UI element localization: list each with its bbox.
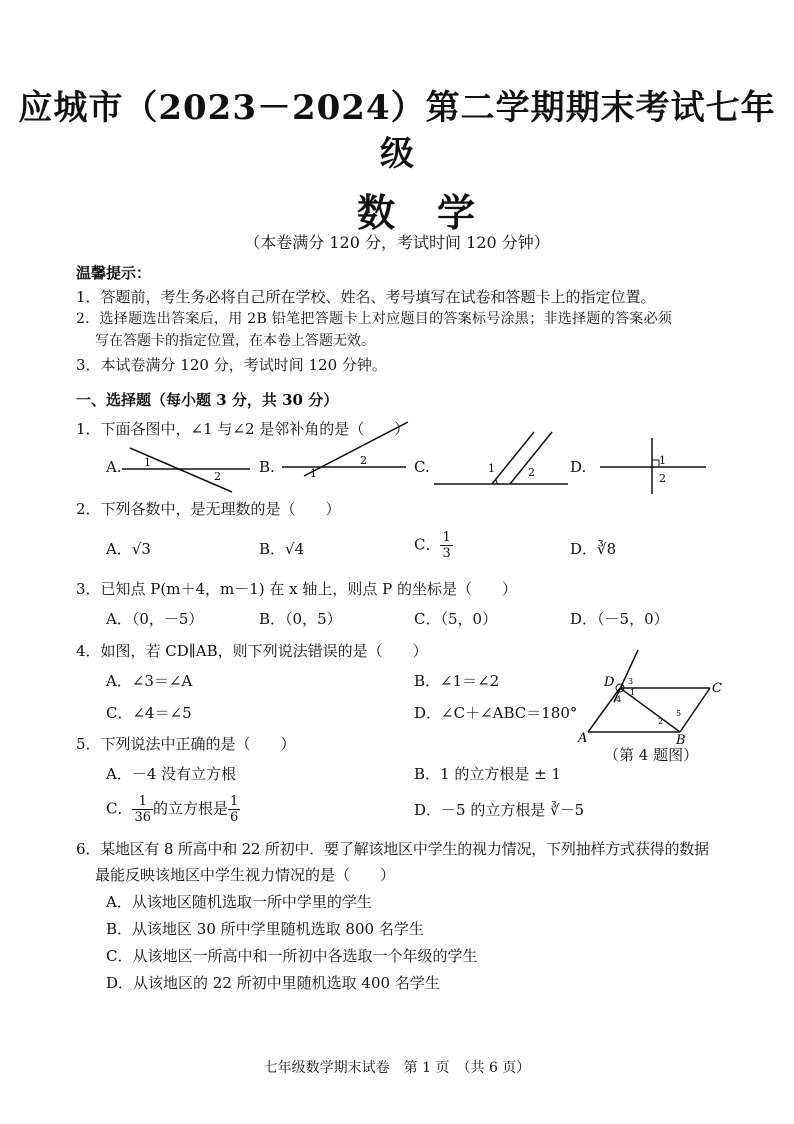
q1-figure-b — [276, 418, 411, 478]
q2-option-c — [414, 530, 453, 561]
q1a-angle-1: 1 — [144, 456, 151, 469]
q5c-denominator-1: 36 — [134, 810, 152, 825]
q2-option-c-fraction — [440, 530, 452, 561]
q1-option-c-label: C. — [414, 458, 430, 476]
q3-option-b: B．（0，5） — [259, 610, 342, 628]
q1a-angle-2: 2 — [214, 470, 221, 483]
q5-option-d: D．－5 的立方根是 ∛－5 — [414, 801, 585, 819]
q5-option-a: A．－4 没有立方根 — [106, 765, 237, 783]
tip-item-3: 3．本试卷满分 120 分，考试时间 120 分钟。 — [76, 356, 387, 374]
q1-option-a-label: A. — [106, 458, 122, 476]
q3-option-d: D．（－5，0） — [570, 610, 669, 628]
q5-option-c — [106, 794, 240, 825]
q2-option-b: B．√4 — [259, 540, 305, 558]
page-footer: 七年级数学期末试卷 第 1 页 （共 6 页） — [263, 1060, 531, 1076]
q4-option-d: D．∠C＋∠ABC＝180° — [414, 704, 578, 722]
q1-figure-c — [432, 428, 572, 488]
q1-option-d-label: D. — [570, 458, 587, 476]
q5-stem: 5．下列说法中正确的是（ ） — [76, 735, 296, 753]
q4-figure-caption: （第 4 题图） — [604, 746, 699, 764]
exam-title-line1: 应城市（2023－2024）第二学期期末考试七年 — [18, 88, 776, 128]
q1b-angle-1: 1 — [310, 467, 317, 478]
q3-option-c: C．（5，0） — [414, 610, 498, 628]
q5-option-c-fraction-1 — [132, 794, 153, 825]
q1d-angle-2: 2 — [659, 472, 666, 485]
exam-title-line2: 级 — [380, 134, 414, 174]
q6-stem-line2: 最能反映该地区中学生视力情况的是（ ） — [95, 866, 396, 884]
q1b-angle-2: 2 — [360, 454, 367, 467]
q5c-numerator-2: 1 — [230, 794, 239, 809]
q4-stem: 4．如图，若 CD∥AB，则下列说法错误的是（ ） — [76, 642, 428, 660]
q5c-denominator-2: 6 — [230, 810, 239, 825]
q3-stem: 3．已知点 P(m＋4，m－1) 在 x 轴上，则点 P 的坐标是（ ） — [76, 580, 518, 598]
q6-option-a: A．从该地区随机选取一所中学里的学生 — [106, 893, 372, 911]
q6-option-c: C．从该地区一所高中和一所初中各选取一个年级的学生 — [106, 947, 478, 965]
q3-option-a: A．（0，－5） — [106, 610, 204, 628]
section-heading: 一、选择题（每小题 3 分，共 30 分） — [76, 391, 339, 409]
q5-option-c-label: C． — [106, 799, 133, 818]
q4-angle-2: 2 — [658, 717, 664, 726]
q4-angle-3: 3 — [628, 677, 634, 686]
q2-option-c-label: C． — [414, 535, 441, 554]
subject-title: 数学 — [356, 190, 517, 235]
q2-option-d: D．∛8 — [570, 540, 617, 558]
q5c-numerator-1: 1 — [132, 794, 153, 810]
q1d-angle-1: 1 — [659, 454, 666, 467]
point-a-label: A — [578, 731, 588, 746]
q6-option-d: D．从该地区的 22 所初中里随机选取 400 名学生 — [106, 974, 440, 992]
tip-item-1: 1．答题前，考生务必将自己所在学校、姓名、考号填写在试卷和答题卡上的指定位置。 — [76, 288, 656, 306]
q5-option-b: B．1 的立方根是 ± 1 — [414, 765, 561, 783]
q4-option-c: C．∠4＝∠5 — [106, 704, 192, 722]
tips-heading: 温馨提示： — [76, 264, 152, 282]
point-d-label: D — [604, 675, 615, 690]
q1c-angle-1: 1 — [488, 462, 495, 475]
q2-stem: 2．下列各数中，是无理数的是（ ） — [76, 500, 341, 518]
q2-option-a: A．√3 — [106, 540, 151, 558]
q5-option-c-text: 的立方根是 — [153, 799, 229, 818]
q1-figure-a — [120, 440, 260, 500]
q1-option-b-label: B. — [259, 458, 275, 476]
point-c-label: C — [712, 681, 722, 696]
tip-item-2-cont: 写在答题卡的指定位置，在本卷上答题无效。 — [95, 333, 375, 349]
q6-option-b: B．从该地区 30 所中学里随机选取 800 名学生 — [106, 920, 424, 938]
q4-option-a: A．∠3＝∠A — [106, 672, 193, 690]
q2c-numerator: 1 — [442, 530, 451, 545]
point-b-label: B — [676, 733, 686, 746]
q4-angle-4: 4 — [616, 695, 622, 704]
score-time-note: （本卷满分 120 分，考试时间 120 分钟） — [244, 233, 550, 252]
q1-figure-d — [592, 436, 712, 496]
q4-angle-1: 1 — [630, 688, 636, 697]
q5-option-c-fraction-2 — [228, 794, 240, 825]
q2c-denominator: 3 — [442, 546, 451, 561]
q4-option-b: B．∠1＝∠2 — [414, 672, 500, 690]
q4-angle-5: 5 — [676, 709, 682, 718]
q1c-angle-2: 2 — [528, 466, 535, 479]
q1-stem: 1．下面各图中，∠1 与∠2 是邻补角的是（ ） — [76, 420, 410, 438]
q6-stem-line1: 6．某地区有 8 所高中和 22 所初中．要了解该地区中学生的视力情况，下列抽样方式获得的数据 — [76, 840, 709, 858]
tip-item-2: 2．选择题选出答案后，用 2B 铅笔把答题卡上对应题目的答案标号涂黑；非选择题的答案必须 — [76, 311, 673, 327]
q4-figure — [574, 646, 734, 746]
